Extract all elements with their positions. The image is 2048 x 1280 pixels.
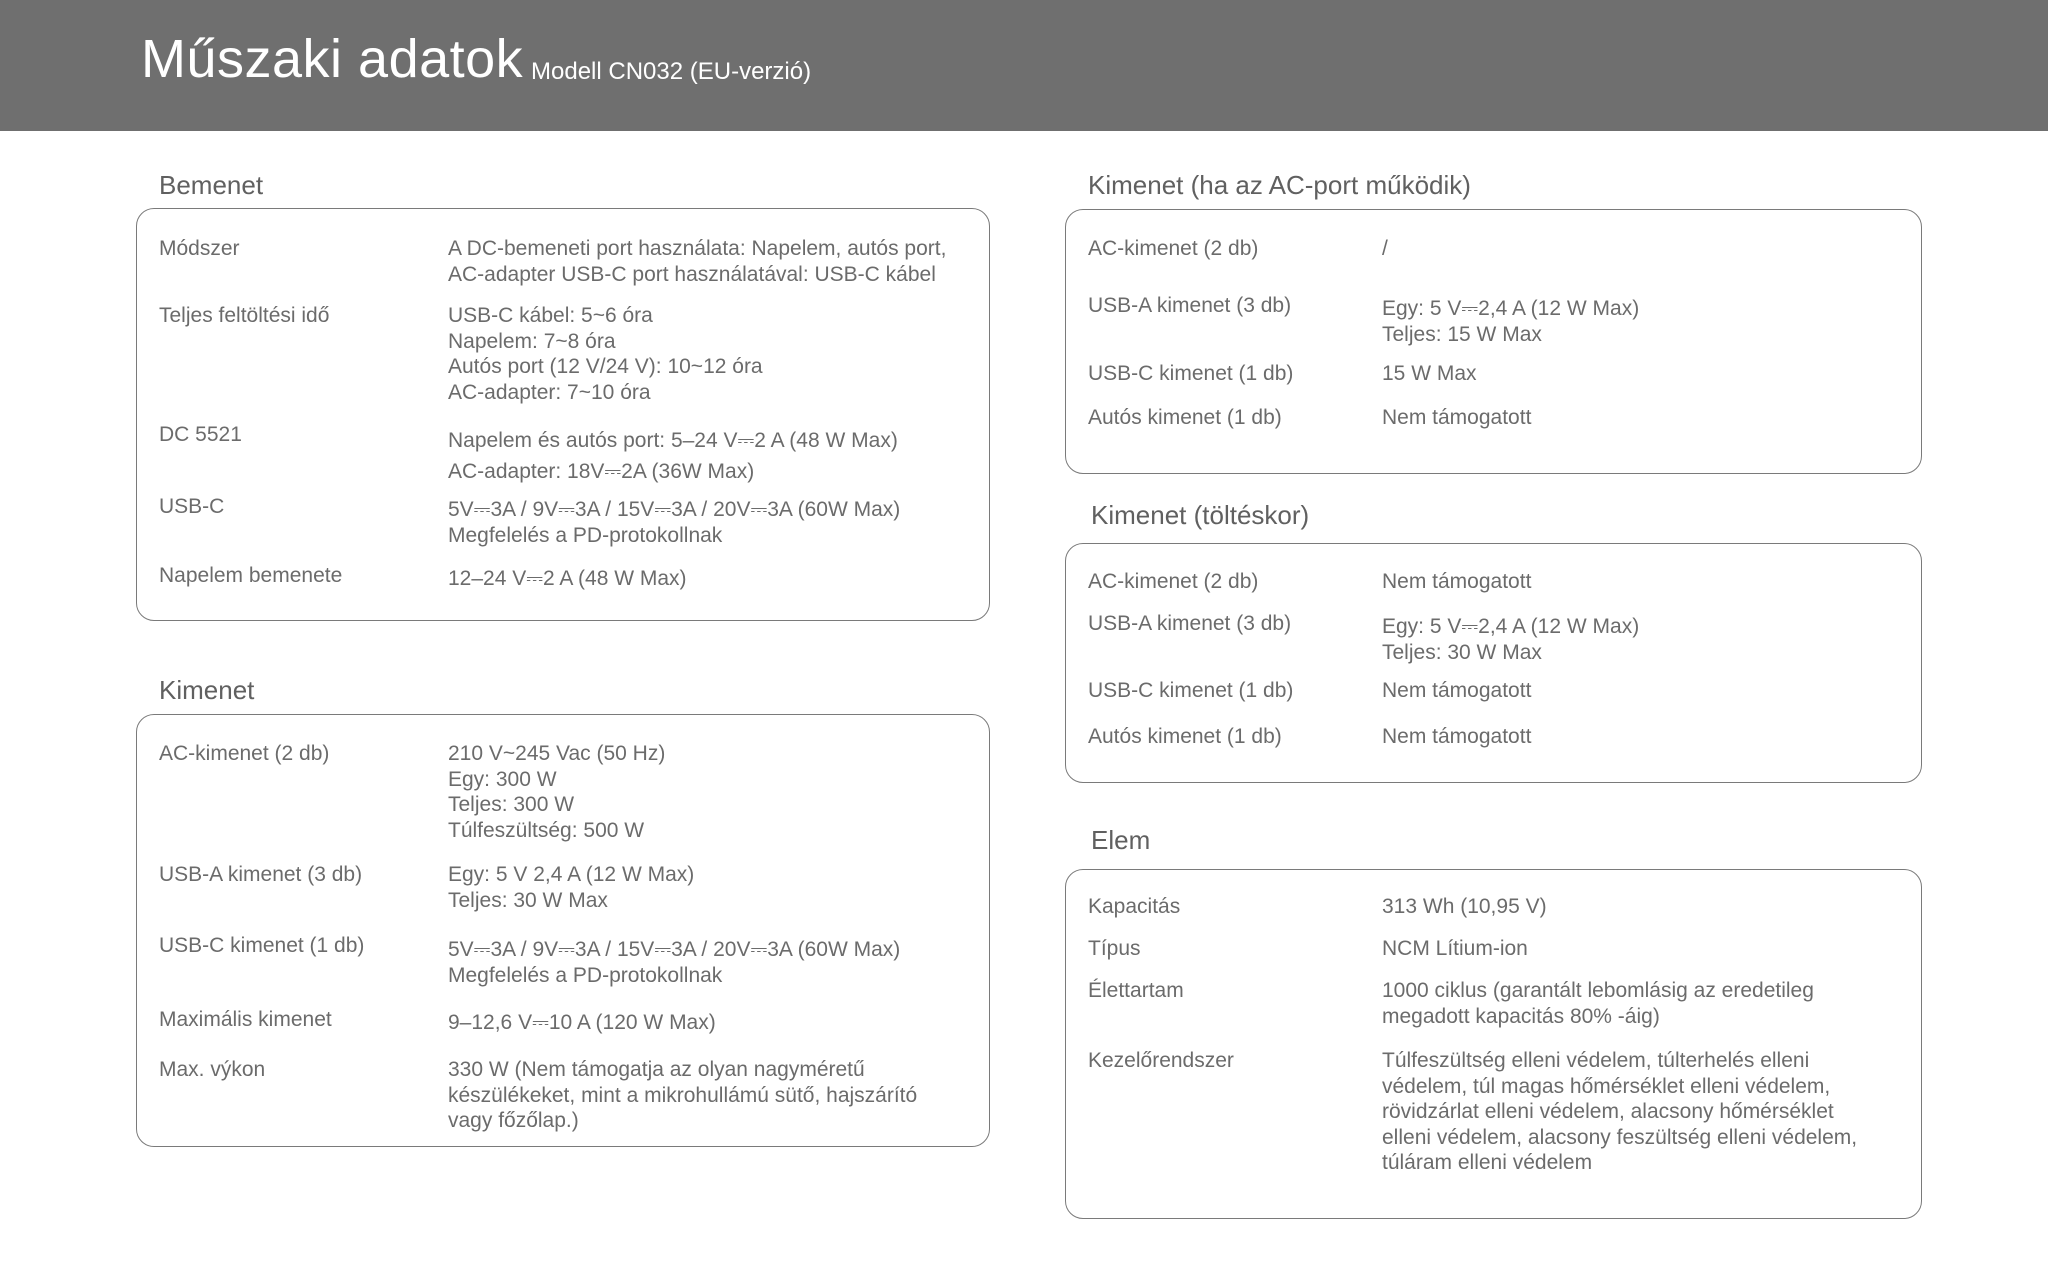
spec-label: USB-A kimenet (3 db) [159, 863, 363, 886]
section-title-kimenet-toltes: Kimenet (töltéskor) [1091, 500, 1310, 530]
spec-value: 210 V~245 Vac (50 Hz) Egy: 300 W Teljes: 300 W Túlfeszültség: 500 W [448, 742, 666, 842]
page-title: Műszaki adatok [141, 29, 524, 89]
spec-label: USB-C kimenet (1 db) [1088, 362, 1294, 385]
spec-value: 5V⎓3A / 9V⎓3A / 15V⎓3A / 20V⎓3A (60W Max) Megfelelés a PD-protokollnak [448, 498, 901, 547]
spec-label: USB-C [159, 495, 225, 518]
section-title-kimenet: Kimenet [159, 675, 255, 705]
spec-label: AC-kimenet (2 db) [1088, 237, 1259, 260]
section-title-bemenet: Bemenet [159, 170, 264, 200]
spec-value: Egy: 5 V⎓2,4 A (12 W Max) Teljes: 30 W Max [1382, 615, 1640, 664]
spec-label: AC-kimenet (2 db) [1088, 570, 1259, 593]
spec-label: Max. výkon [159, 1058, 266, 1081]
model-subtitle: Modell CN032 (EU-verzió) [531, 58, 812, 85]
spec-value: Nem támogatott [1382, 406, 1532, 429]
page-header [0, 0, 2048, 131]
spec-label: Napelem bemenete [159, 564, 343, 587]
spec-value: 12–24 V⎓2 A (48 W Max) [448, 567, 687, 590]
spec-value: Nem támogatott [1382, 679, 1532, 702]
spec-label: Módszer [159, 237, 240, 260]
spec-label: Autós kimenet (1 db) [1088, 406, 1282, 429]
section-title-kimenet-ac: Kimenet (ha az AC-port működik) [1088, 170, 1471, 200]
spec-value: Napelem és autós port: 5–24 V⎓2 A (48 W Max) AC-adapter: 18V⎓2A (36W Max) [448, 429, 898, 483]
spec-label: AC-kimenet (2 db) [159, 742, 330, 765]
section-title-elem: Elem [1091, 825, 1151, 855]
spec-value: Egy: 5 V⎓2,4 A (12 W Max) Teljes: 15 W Max [1382, 297, 1640, 346]
spec-value: NCM Lítium-ion [1382, 937, 1528, 960]
spec-value: 5V⎓3A / 9V⎓3A / 15V⎓3A / 20V⎓3A (60W Max) Megfelelés a PD-protokollnak [448, 938, 901, 987]
spec-label: Maximális kimenet [159, 1008, 332, 1031]
spec-value: Túlfeszültség elleni védelem, túlterhelés elleni védelem, túl magas hőmérséklet elleni védelem, rövidzárlat elleni védelem, alacsony hőmérséklet elleni védelem, alacsony feszültség elleni védelem, túláram elleni védelem [1382, 1049, 1858, 1174]
spec-label: Típus [1088, 937, 1141, 960]
spec-label: DC 5521 [159, 423, 242, 446]
spec-value: 1000 ciklus (garantált lebomlásig az eredetileg megadott kapacitás 80% -áig) [1382, 979, 1814, 1028]
spec-label: Kapacitás [1088, 895, 1181, 918]
spec-value: 313 Wh (10,95 V) [1382, 895, 1547, 918]
spec-label: Autós kimenet (1 db) [1088, 725, 1282, 748]
spec-label: USB-A kimenet (3 db) [1088, 294, 1292, 317]
spec-label: Élettartam [1088, 979, 1184, 1002]
spec-label: Kezelőrendszer [1088, 1049, 1234, 1072]
spec-value: Nem támogatott [1382, 725, 1532, 748]
spec-value: Nem támogatott [1382, 570, 1532, 593]
spec-value: 9–12,6 V⎓10 A (120 W Max) [448, 1011, 716, 1034]
spec-value: Egy: 5 V 2,4 A (12 W Max) Teljes: 30 W Max [448, 863, 695, 912]
spec-value: USB-C kábel: 5~6 óra Napelem: 7~8 óra Autós port (12 V/24 V): 10~12 óra AC-adapter: 7~10 óra [448, 304, 763, 404]
spec-label: USB-C kimenet (1 db) [159, 934, 365, 957]
spec-value: / [1382, 237, 1388, 260]
spec-label: Teljes feltöltési idő [159, 304, 330, 327]
spec-value: A DC-bemeneti port használata: Napelem, autós port, AC-adapter USB-C port használatával: USB-C kábel [448, 237, 947, 286]
spec-label: USB-C kimenet (1 db) [1088, 679, 1294, 702]
spec-value: 15 W Max [1382, 362, 1477, 385]
spec-label: USB-A kimenet (3 db) [1088, 612, 1292, 635]
spec-value: 330 W (Nem támogatja az olyan nagyméretű készülékeket, mint a mikrohullámú sütő, hajszárító vagy főzőlap.) [448, 1058, 918, 1132]
